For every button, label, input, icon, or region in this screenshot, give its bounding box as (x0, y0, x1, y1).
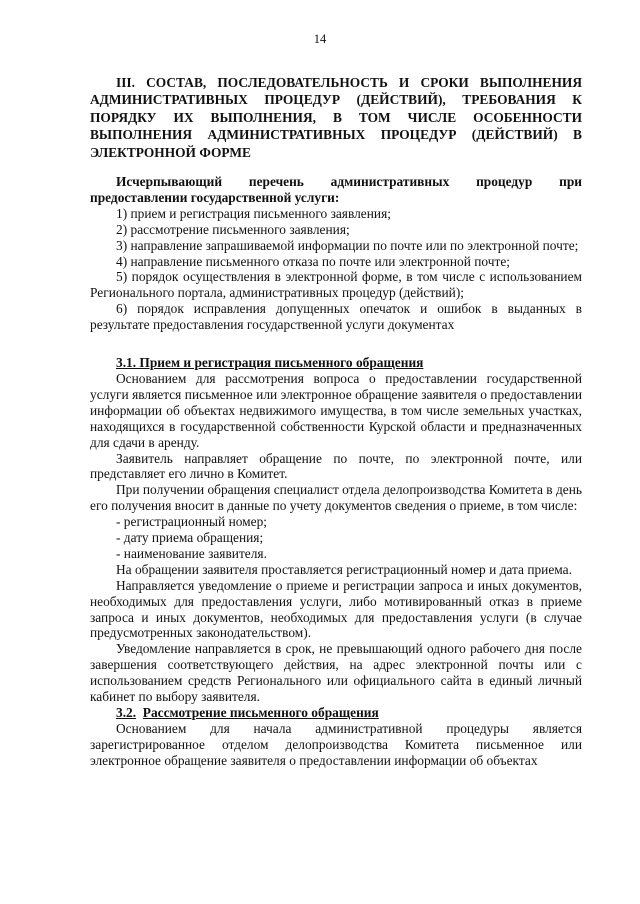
paragraph: Направляется уведомление о приеме и регистрации запроса и иных документов, необходимых для предоставления услуги, либо мотивированный отказ в приеме запроса и иных документов, необходимых для предоставления услуги (в случае предусмотренных законодательством). (90, 577, 582, 641)
list-item: - регистрационный номер; (116, 514, 268, 530)
list-item: 3) направление запрашиваемой информации по почте или по электронной почте; (116, 237, 579, 253)
section-3-2-title (90, 705, 582, 721)
list-item: 5) порядок осуществления в электронной форме, в том числе с использованием Регионального портала, административных процедур (действий); (90, 269, 582, 301)
section-3-2-number: 3.2. (116, 705, 137, 720)
paragraph: На обращении заявителя проставляется регистрационный номер и дата приема. (116, 561, 572, 577)
section-3-1-title-text: 3.1. Прием и регистрация письменного обращения (116, 355, 424, 371)
section-3-1-title (90, 355, 582, 371)
list-item: - наименование заявителя. (116, 545, 267, 561)
chapter-heading: III. СОСТАВ, ПОСЛЕДОВАТЕЛЬНОСТЬ И СРОКИ ВЫПОЛНЕНИЯ АДМИНИСТРАТИВНЫХ ПРОЦЕДУР (ДЕЙСТВИЙ), ТРЕБОВАНИЯ К ПОРЯДКУ ИХ ВЫПОЛНЕНИЯ, В ТОМ ЧИСЛЕ ОСОБЕННОСТИ ВЫПОЛНЕНИЯ АДМИНИСТРАТИВНЫХ ПРОЦЕДУР (ДЕЙСТВИЙ) В ЭЛЕКТРОННОЙ ФОРМЕ (90, 75, 582, 160)
paragraph: Основанием для начала административной процедуры является зарегистрированное отделом делопроизводства Комитета письменное или электронное обращение заявителя о предоставлении информации об объектах (90, 720, 582, 768)
document-body (90, 174, 582, 769)
section-3-2-title-text: Рассмотрение письменного обращения (142, 705, 379, 720)
list-item: - дату приема обращения; (116, 530, 264, 546)
list-item: 1) прием и регистрация письменного заявления; (116, 205, 391, 221)
paragraph: Уведомление направляется в срок, не превышающий одного рабочего дня после завершения соответствующего действия, на адрес электронной почты или с использованием средств Регионального или официального сайта в единый личный кабинет по выбору заявителя. (90, 641, 582, 705)
list-item: 2) рассмотрение письменного заявления; (116, 221, 350, 237)
list-item: 6) порядок исправления допущенных опечаток и ошибок в выданных в результате предоставления государственной услуги документах (90, 301, 582, 333)
section-spacer (90, 333, 582, 355)
page-number: 14 (313, 32, 327, 46)
paragraph: Основанием для рассмотрения вопроса о предоставлении государственной услуги является письменное или электронное обращение заявителя о предоставлении информации об объектах недвижимого имущества, в том числе земельных участках, находящихся в государственной собственности Курской области и предназначенных для сдачи в аренду. (90, 370, 582, 450)
procedures-list-title: Исчерпывающий перечень административных процедур при предоставлении государственной услуги: (90, 174, 582, 205)
list-item: 4) направление письменного отказа по почте или электронной почте; (116, 253, 510, 269)
paragraph: При получении обращения специалист отдела делопроизводства Комитета в день его получения вносит в данные по учету документов сведения о приеме, в том числе: (90, 482, 582, 514)
paragraph: Заявитель направляет обращение по почте, по электронной почте, или представляет его лично в Комитет. (90, 450, 582, 482)
